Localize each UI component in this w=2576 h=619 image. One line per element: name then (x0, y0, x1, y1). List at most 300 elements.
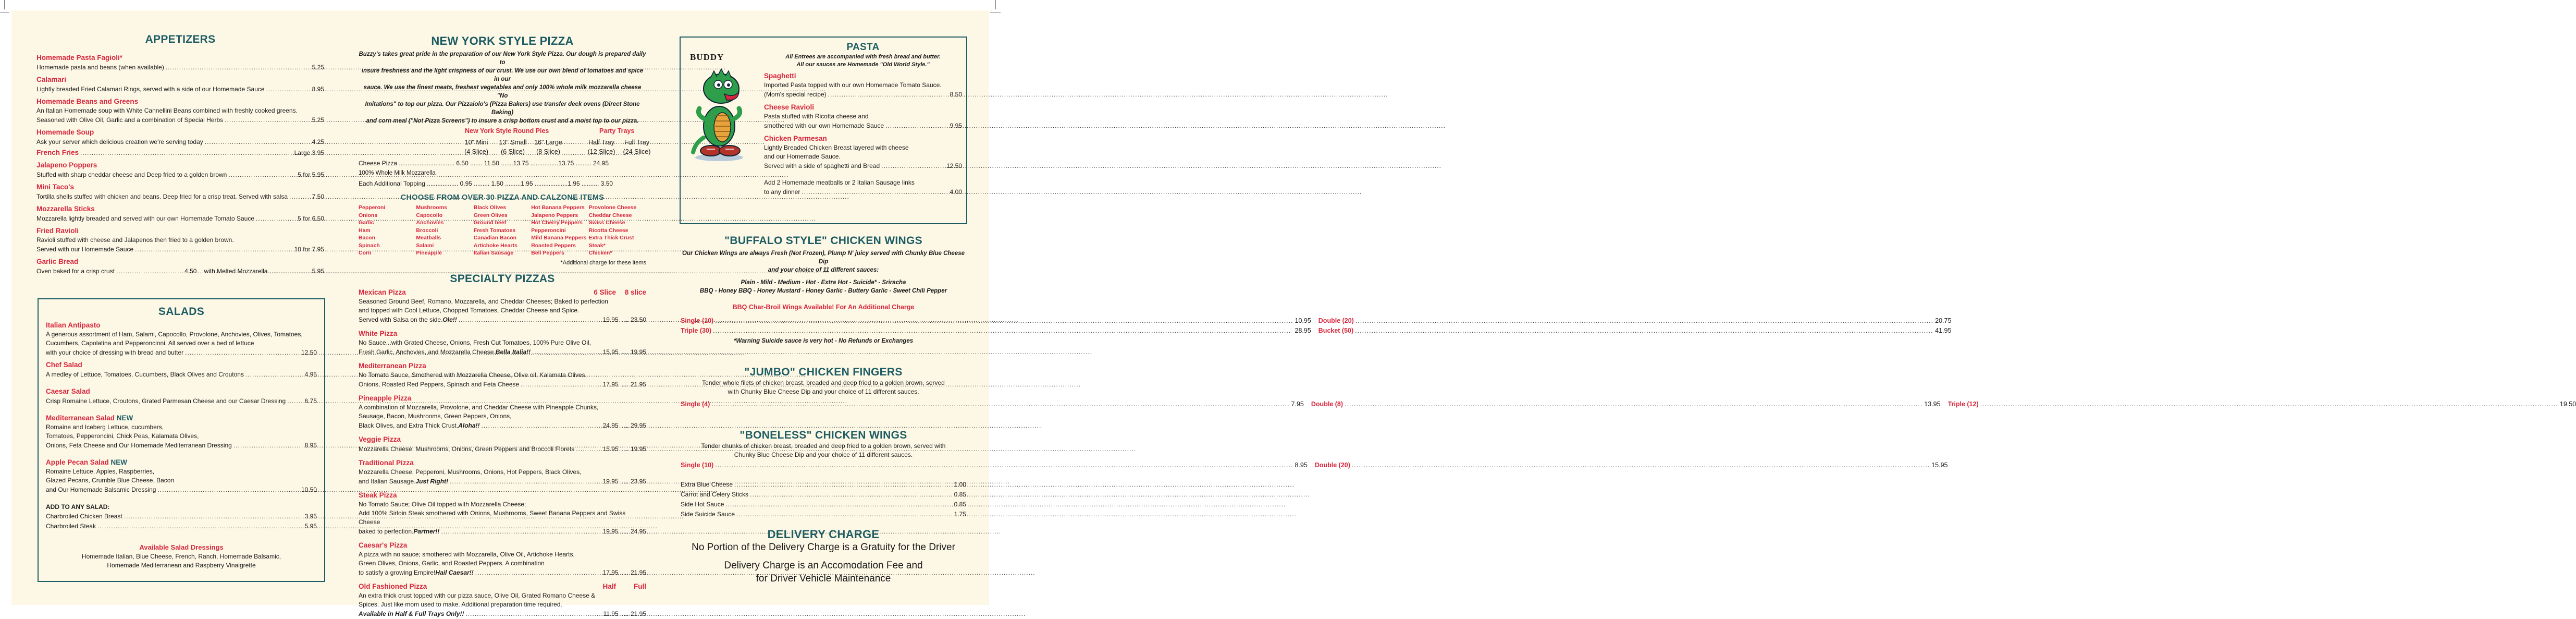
item-price: 29.95 (630, 421, 646, 429)
price-row (36, 137, 324, 147)
price-row (681, 480, 966, 490)
price-row (764, 90, 962, 100)
item-desc: Mozzarella Cheese, Pepperoni, Mushrooms, Onions, Hot Peppers, Black Olives, (359, 468, 582, 476)
item-price: 21.95 (630, 610, 646, 617)
leader-dots (1355, 326, 1933, 336)
menu-item (36, 53, 324, 72)
item-name (359, 491, 646, 500)
price-row (36, 148, 324, 158)
price-row (359, 421, 646, 431)
item-title: Mediterranean Pizza (359, 361, 426, 370)
price-row (36, 115, 324, 125)
menu-item (764, 71, 962, 100)
item-desc: Tortilla shells stuffed with chicken and beans. Deep fried for a crisp treat. Served with salsa (36, 193, 288, 200)
slice-label: (24 Slice) (623, 148, 651, 155)
item-desc: Lightly Breaded Chicken Breast layered with cheese (764, 144, 909, 151)
ny-pizza-intro (359, 50, 646, 125)
intro-line: Buzzy's takes great pride in the preparation of our New York Style Pizza. Our dough is prepared daily to (359, 51, 646, 66)
item-name (359, 582, 646, 591)
leader-dots: .... (621, 315, 628, 323)
menu-item (36, 148, 324, 158)
boneless-title: "BONELESS" CHICKEN WINGS (739, 429, 907, 441)
price-row (36, 192, 324, 202)
item-desc: Seasoned Ground Beef, Romano, Mozzarella, and Cheddar Cheeses; Baked to perfection (359, 297, 608, 305)
menu-item (46, 387, 317, 406)
leader-dots (287, 396, 303, 406)
menu-item (36, 128, 324, 147)
menu-item (359, 361, 646, 390)
item-name (359, 458, 646, 468)
price-row (46, 521, 317, 531)
price-row (681, 500, 966, 509)
item-desc: Served with our Homemade Sauce (36, 246, 134, 253)
item-title: Pineapple Pizza (359, 394, 412, 402)
leader-dots (245, 370, 303, 380)
item-price: 4.50 (184, 268, 197, 275)
price-row (36, 63, 324, 72)
item-price: 8.95 (1295, 462, 1308, 469)
item-desc: Oven baked for a crisp crust (36, 268, 115, 275)
item-price: 19.95 (630, 348, 646, 356)
item-name: Garlic Bread (36, 258, 79, 265)
item-name: French Fries (36, 149, 79, 156)
leader-dots (532, 347, 601, 357)
item-desc: Romaine Lettuce, Apples, Raspberries, (46, 468, 155, 475)
delivery-line-1: No Portion of the Delivery Charge is a Gratuity for the Driver (692, 542, 955, 553)
item-desc: Black Olives, and Extra Thick Crust. (359, 421, 459, 429)
menu-item (46, 458, 317, 495)
new-badge: NEW (108, 458, 128, 466)
topping-item: Mushrooms (416, 204, 447, 211)
new-badge: NEW (115, 414, 133, 422)
item-price: 21.95 (630, 380, 646, 388)
leader-dots (256, 214, 296, 224)
bbq-note: BBQ Char-Broil Wings Available! For An Additional Charge (732, 304, 915, 311)
price-row (681, 399, 1304, 409)
item-price: 5.95 (312, 268, 324, 275)
price-label: Triple (12) (1948, 400, 1979, 408)
pasta-addon-line: Add 2 Homemade meatballs or 2 Italian Sausage links (764, 179, 915, 186)
price-row (359, 477, 646, 487)
fingers-intro-2: with Chunky Blue Cheese Dip and your choice of 11 different sauces. (728, 388, 919, 395)
menu-item (359, 541, 646, 578)
dressings-line-1: Homemade Italian, Blue Cheese, French, Ranch, Homemade Balsamic, (81, 553, 281, 560)
topping-item: Swiss Cheese (588, 220, 625, 226)
topping-item: Artichoke Hearts (473, 242, 517, 249)
item-desc: to satisfy a growing Empire! (359, 568, 436, 576)
item-price: 10.95 (1295, 317, 1311, 324)
item-price: 10 for 7.95 (294, 246, 324, 253)
item-title: Traditional Pizza (359, 458, 414, 467)
item-title: Caesar's Pizza (359, 541, 408, 549)
leader-dots (1345, 399, 1922, 409)
price-row (46, 370, 317, 380)
menu-item (359, 435, 646, 454)
topping-item: Pepperoncini (531, 227, 566, 234)
menu-item (359, 491, 646, 537)
item-name: Mediterranean Salad NEW (46, 414, 133, 422)
size-column (494, 138, 532, 156)
price-label: Double (20) (1314, 462, 1350, 469)
item-desc: Tomatoes, Pepperoncini, Chick Peas, Kalamata Olives, (46, 432, 199, 440)
price-row (36, 266, 324, 276)
price-row (359, 527, 646, 537)
leader-dots: .... (621, 568, 628, 576)
item-tagline: Hail Caesar!! (435, 568, 474, 576)
item-desc: Side Suicide Sauce (681, 511, 735, 518)
suicide-warning: *Warning Suicide sauce is very hot - No Refunds or Exchanges (733, 338, 914, 344)
item-desc: Side Hot Sauce (681, 501, 724, 508)
menu-item (36, 75, 324, 94)
price-row (681, 326, 1311, 336)
item-name: Fried Ravioli (36, 227, 79, 235)
leader-dots (450, 477, 601, 487)
leader-dots: .... (621, 380, 628, 388)
item-desc: Carrot and Celery Sticks (681, 491, 749, 498)
leader-dots (441, 527, 601, 537)
price-row (764, 161, 962, 171)
item-name: Jalapeno Poppers (36, 161, 97, 169)
item-price: 5.25 (312, 116, 324, 124)
fingers-intro-1: Tender whole filets of chicken breast, breaded and deep fried to a golden brown, served (702, 379, 945, 386)
item-tagline: Just Right! (415, 477, 449, 485)
leader-dots (225, 115, 310, 125)
item-desc: A medley of Lettuce, Tomatoes, Cucumbers, Black Olives and Croutons (46, 371, 244, 378)
leader-dots (725, 500, 952, 509)
item-price: 19.50 (2559, 400, 2576, 408)
item-desc: smothered with our own Homemade Sauce (764, 122, 884, 129)
topping-item: Onions (359, 212, 378, 219)
item-desc: Imported Pasta topped with our own Homemade Tomato Sauce. (764, 81, 942, 89)
topping-item: Pepperoni (359, 204, 386, 211)
slice-header: 6 Slice (594, 288, 616, 296)
item-price: 19.95 (630, 445, 646, 453)
item-price: 7.95 (1291, 400, 1304, 408)
item-price: 6.75 (304, 397, 317, 405)
item-price: 0.85 (954, 491, 966, 498)
item-price: 13.95 (1924, 400, 1941, 408)
menu-item (46, 414, 317, 451)
item-desc: Glazed Pecans, Crumble Blue Cheese, Bacon (46, 477, 175, 484)
price-label: Triple (30) (681, 327, 712, 334)
item-price: 17.95 (602, 380, 619, 388)
item-price: 17.95 (602, 568, 619, 576)
item-price: 4.95 (304, 371, 317, 378)
topping-item: Canadian Bacon (473, 235, 517, 241)
item-price: 8.50 (950, 91, 962, 98)
leader-dots (228, 170, 296, 180)
leader-dots (185, 348, 300, 358)
item-price: Large 3.95 (294, 149, 324, 156)
item-name: Chicken Parmesan (764, 135, 827, 142)
pasta-intro-1: All Entrees are accompanied with fresh bread and butter. (785, 54, 941, 60)
leader-dots (135, 245, 293, 254)
item-desc: Extra Blue Cheese (681, 481, 733, 488)
boneless-intro-1: Tender chunks of chicken breast, breaded and deep fried to a golden brown, served with (701, 442, 946, 450)
wings-section (681, 235, 2576, 585)
item-desc: and Italian Sausage. (359, 477, 416, 485)
item-desc: Stuffed with sharp cheddar cheese and Deep fried to a golden brown (36, 171, 227, 178)
item-desc: and our Homemade Sauce. (764, 153, 841, 160)
price-label: Double (8) (1311, 400, 1343, 408)
menu-item (36, 97, 324, 125)
leader-dots: .... (621, 421, 628, 429)
leader-dots (166, 63, 311, 72)
crop-mark (995, 0, 996, 9)
item-tagline: Bella Italia!! (495, 348, 531, 356)
price-row (46, 348, 317, 358)
item-price: 28.95 (1295, 327, 1311, 334)
topping-item: Ham (359, 227, 371, 234)
leader-dots (157, 485, 300, 495)
slice-label: (6 Slice) (501, 148, 525, 155)
item-desc: and topped with Cool Lettuce, Chopped Tomatoes, Cheddar Cheese and Spice. (359, 306, 580, 314)
topping-item: Hot Banana Peppers (531, 204, 585, 211)
leader-dots (715, 460, 1293, 470)
price-label: Double (20) (1318, 317, 1354, 324)
item-name: Spaghetti (764, 72, 796, 80)
appetizers-title: APPETIZERS (145, 33, 216, 45)
topping-item: Mild Banana Peppers (531, 235, 587, 241)
item-desc: Romaine and Iceberg Lettuce, cucumbers, (46, 423, 164, 431)
item-desc: Seasoned with Olive Oil, Garlic and a combination of Special Herbs (36, 116, 224, 124)
item-desc: Mozzarella Cheese, Mushrooms, Onions, Green Peppers and Broccoli Florets (359, 445, 575, 453)
item-name: Chef Salad (46, 361, 82, 369)
size-column (529, 138, 567, 156)
item-desc: with your choice of dressing with bread and butter (46, 349, 184, 356)
menu-item (359, 329, 646, 357)
topping-item: Garlic (359, 220, 374, 226)
item-desc: Add 100% Sirloin Steak smothered with Onions, Mushrooms, Sweet Banana Peppers and Swiss Cheese (359, 509, 626, 526)
pasta-title: PASTA (846, 42, 880, 53)
item-price: 19.95 (602, 315, 619, 323)
menu-item (359, 458, 646, 487)
item-price: 15.95 (1931, 462, 1948, 469)
item-price: 12.50 (301, 349, 317, 356)
leader-dots (881, 161, 945, 171)
price-row (681, 509, 966, 519)
pie-size-header (359, 127, 651, 159)
leader-dots: .... (621, 445, 628, 453)
item-price: 41.95 (1935, 327, 1952, 334)
topping-item: Capocollo (416, 212, 443, 219)
item-desc: Onions, Feta Cheese and Our Homemade Mediterranean Dressing (46, 442, 232, 449)
topping-item: Black Olives (473, 204, 507, 211)
price-row (681, 490, 966, 500)
item-desc: An extra thick crust topped with our pizza sauce, Olive Oil, Grated Romano Cheese & (359, 591, 596, 599)
leader-dots (475, 568, 601, 578)
item-name (359, 435, 646, 444)
fingers-title: "JUMBO" CHICKEN FINGERS (744, 366, 903, 378)
leader-dots (713, 326, 1293, 336)
item-desc: Charbroiled Steak (46, 523, 96, 530)
menu-item (46, 321, 317, 358)
item-price: 21.95 (630, 568, 646, 576)
leader-dots (233, 441, 303, 451)
leader-dots (97, 521, 303, 531)
ny-pizza-title: NEW YORK STYLE PIZZA (431, 34, 574, 47)
price-row (1311, 399, 1941, 409)
item-name: Cheese Ravioli (764, 103, 815, 111)
intro-line: insure freshness and the light crispness of our crust. We use our own blend of tomatoes and spice in our (361, 68, 644, 82)
leader-dots (576, 444, 601, 454)
ny-pizza-section (359, 34, 651, 619)
topping-item: Cheddar Cheese (588, 212, 632, 219)
price-row (36, 245, 324, 254)
leader-dots (80, 148, 293, 158)
wings-sauces-1: Plain - Mild - Medium - Hot - Extra Hot - Suicide* - Sriracha (741, 280, 906, 286)
item-name: Homemade Pasta Fagioli* (36, 54, 123, 62)
item-price: 1.75 (954, 511, 966, 518)
leader-dots (482, 421, 601, 431)
item-tagline: Ole!! (442, 315, 457, 323)
topping-item: Fresh Tomatoes (473, 227, 516, 234)
item-desc: A generous assortment of Ham, Salami, Capocollo, Provolone, Anchovies, Olives, Tomatoes, (46, 331, 303, 338)
topping-item: Hot Cherry Peppers (531, 220, 583, 226)
price-row (681, 316, 1311, 326)
delivery-title: DELIVERY CHARGE (767, 528, 880, 541)
cheese-pizza-row: Cheese Pizza ................................ 6.50 ....... 11.50 .......13.75 ................13.75 ......... 24.95 (359, 160, 609, 167)
size-label: Half Tray (588, 139, 614, 146)
item-desc: Available in Half & Full Trays Only!! (359, 610, 464, 617)
topping-item: Italian Sausage (473, 250, 514, 256)
item-desc: Served with Salsa on the side. (359, 315, 443, 323)
menu-item (764, 103, 962, 131)
item-price: 9.95 (950, 122, 962, 129)
salad-add-list (46, 512, 317, 531)
mozzarella-note: 100% Whole Milk Mozzarella (359, 170, 436, 176)
item-desc: Onions, Roasted Red Peppers, Spinach and Feta Cheese (359, 380, 520, 388)
round-pies-label: New York Style Round Pies (465, 127, 549, 135)
price-row (1318, 316, 1952, 326)
item-desc: No Sauce...with Grated Cheese, Onions, Fresh Cut Tomatoes, 100% Pure Olive Oil, (359, 338, 591, 346)
price-row (1318, 326, 1952, 336)
leader-dots (715, 316, 1293, 326)
leader-dots (736, 509, 953, 519)
item-desc: Sausage, Bacon, Mushrooms, Green Peppers, Onions, (359, 412, 512, 420)
size-label: 16" Large (534, 139, 562, 146)
additional-charge-note: *Additional charge for these items (560, 259, 646, 266)
item-name (359, 541, 646, 550)
item-desc: No Tomato Sauce, Smothered with Mozzarella Cheese, Olive oil, Kalamata Olives, (359, 371, 587, 379)
price-row (1315, 460, 1948, 470)
item-title: Veggie Pizza (359, 435, 401, 443)
leader-dots (459, 315, 601, 325)
pasta-list (764, 71, 962, 171)
topping-item: Bell Peppers (531, 250, 564, 256)
finger-prices (681, 399, 2576, 409)
item-desc: and Our Homemade Balsamic Dressing (46, 486, 156, 493)
menu-item (46, 360, 317, 380)
leader-dots (734, 480, 953, 490)
leader-dots (266, 84, 311, 94)
topping-item: Green Olives (473, 212, 508, 219)
delivery-line-2: Delivery Charge is an Accomodation Fee and (724, 560, 923, 571)
price-row (359, 444, 646, 454)
slice-label: (4 Slice) (464, 148, 488, 155)
garlic-bread (36, 257, 324, 276)
item-title: White Pizza (359, 329, 398, 337)
leader-dots (1352, 460, 1930, 470)
item-desc: Ask your server which delicious creation we're serving today (36, 138, 203, 145)
topping-item: Corn (359, 250, 372, 256)
item-name: Apple Pecan Salad NEW (46, 458, 128, 466)
item-desc: Spices. Just like mom used to make. Additional preparation time required. (359, 600, 562, 608)
price-row (46, 441, 317, 451)
item-desc: Served with a side of spaghetti and Bread (764, 162, 880, 169)
size-column (583, 138, 620, 156)
dressings-line-2: Homemade Mediterranean and Raspberry Vinaigrette (107, 562, 256, 569)
topping-item: Pineapple (416, 250, 442, 256)
size-label: 13" Small (499, 139, 527, 146)
price-row (46, 485, 317, 495)
topping-price-row: Each Additional Topping .................. 0.95 ......... 1.50 .........1.95 ...................1.95 .......... 3.50 (359, 180, 613, 187)
item-title: Steak Pizza (359, 491, 397, 499)
price-row (359, 315, 646, 325)
item-desc: No Tomato Sauce; Olive Oil topped with Mozzarella Cheese; (359, 500, 526, 508)
item-price: 5 for 6.50 (298, 215, 324, 222)
item-desc: (Mom's special recipe) (764, 91, 827, 98)
item-desc: with Melted Mozzarella (204, 268, 268, 275)
item-desc: Charbroiled Chicken Breast (46, 513, 122, 520)
size-column (618, 138, 656, 156)
item-price: 24.95 (630, 527, 646, 535)
price-row (46, 512, 317, 521)
leader-dots (1355, 316, 1933, 326)
price-row (36, 170, 324, 180)
item-tagline: Partner!! (413, 527, 440, 535)
old-fashioned-pizza (359, 582, 646, 619)
item-tagline: Aloha!! (458, 421, 480, 429)
item-name: Homemade Beans and Greens (36, 98, 139, 105)
wings-intro-2: and your choice of 11 different sauces: (768, 267, 879, 273)
leader-dots (521, 380, 601, 390)
topping-item: Salami (416, 242, 434, 249)
item-price: 4.00 (950, 188, 962, 196)
price-row (764, 121, 962, 131)
wings-title: "BUFFALO STYLE" CHICKEN WINGS (724, 235, 922, 247)
item-price: 10.50 (301, 486, 317, 493)
topping-item: Anchovies (416, 220, 444, 226)
full-label: Full (634, 582, 646, 590)
item-name (359, 288, 646, 297)
topping-item: Broccoli (416, 227, 438, 234)
item-price: 23.95 (630, 477, 646, 485)
item-name: Italian Antipasto (46, 321, 101, 329)
price-label: Single (4) (681, 400, 710, 408)
pasta-content (764, 42, 962, 197)
price-label: Single (10) (681, 462, 714, 469)
wing-prices (681, 316, 1952, 336)
pasta-intro-2: All our sauces are Homemade "Old World Style." (796, 62, 930, 68)
dressings-title: Available Salad Dressings (139, 543, 224, 551)
price-row (359, 347, 646, 357)
topping-item: Chicken* (588, 250, 612, 256)
mascot-name: BUDDY (690, 52, 724, 62)
item-price: 23.50 (630, 315, 646, 323)
delivery-line-3: for Driver Vehicle Maintenance (756, 573, 891, 584)
salad-list (46, 321, 317, 495)
size-column (458, 138, 495, 156)
leader-dots (711, 399, 1289, 409)
item-price: 24.95 (602, 421, 619, 429)
price-label: Bucket (50) (1318, 327, 1354, 334)
leader-dots: .... (621, 348, 628, 356)
leader-dots (828, 90, 948, 100)
price-row (359, 380, 646, 390)
wings-intro-1: Our Chicken Wings are always Fresh (Not Frozen), Plump N' juicy served with Chunky Blue Cheese Dip (682, 250, 965, 265)
item-desc: Crisp Romaine Lettuce, Croutons, Grated Parmesan Cheese and our Caesar Dressing (46, 397, 286, 405)
